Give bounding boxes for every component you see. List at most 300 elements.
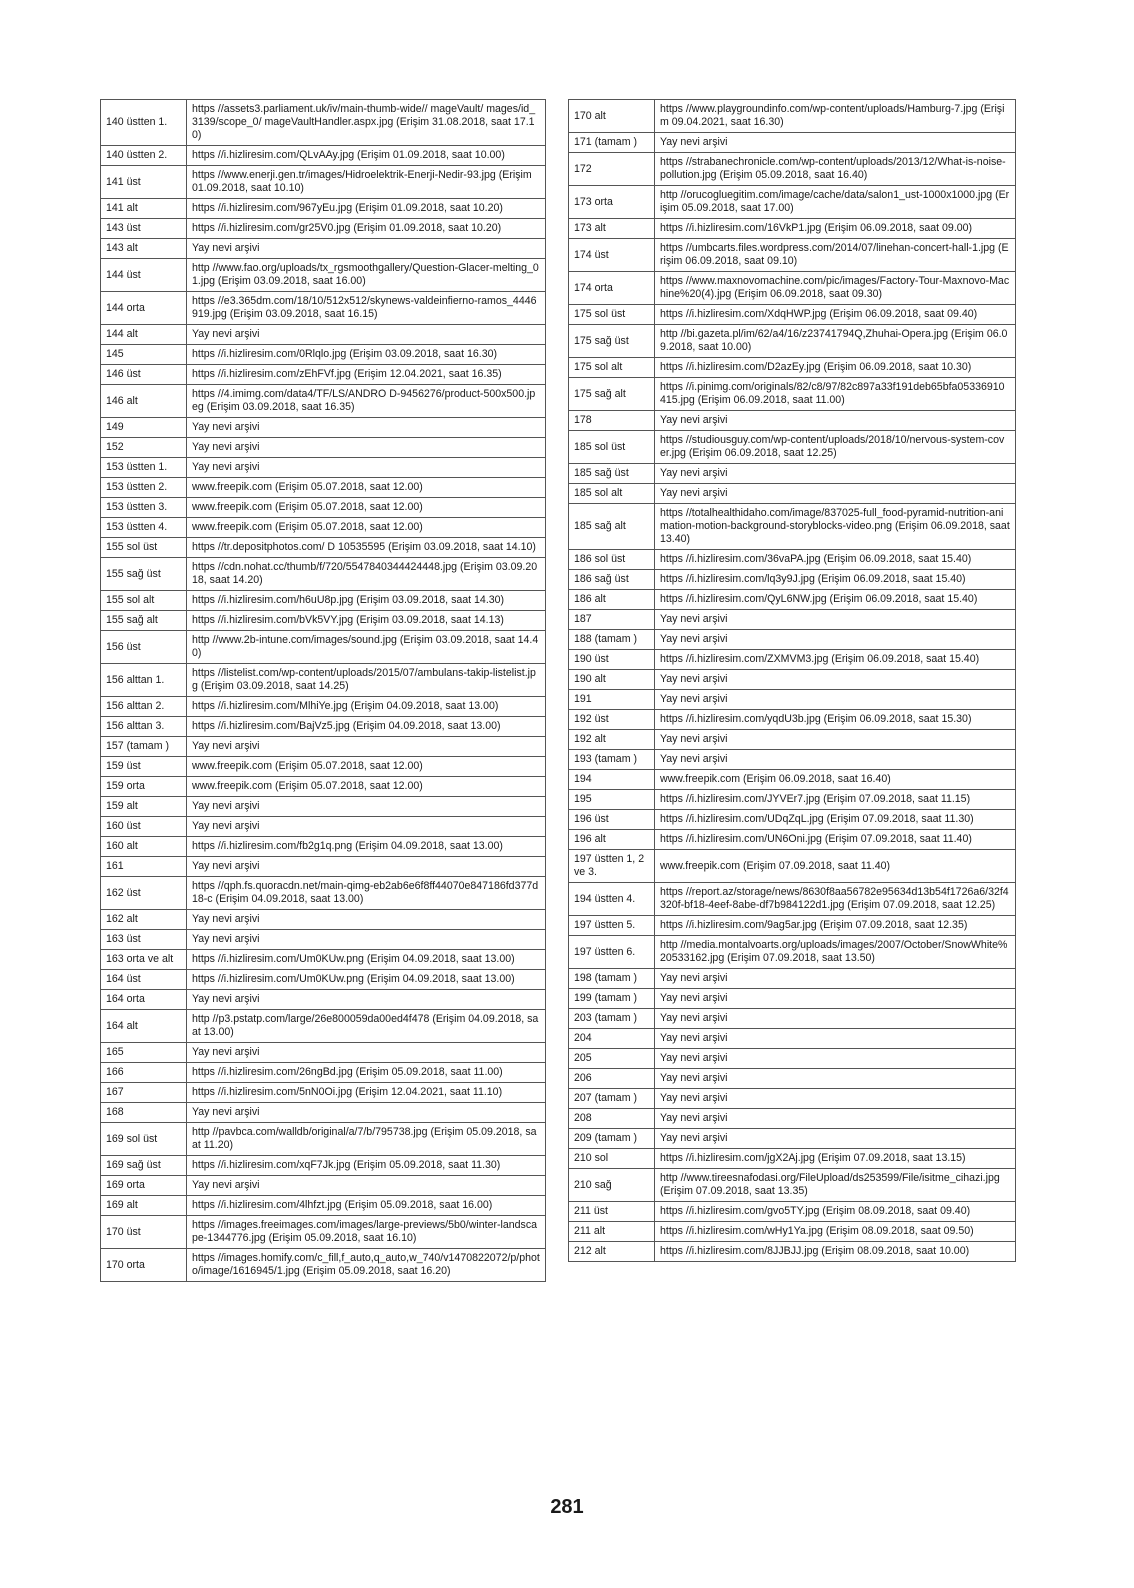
- page-location-cell: 178: [569, 411, 655, 431]
- page-location-cell: 190 alt: [569, 670, 655, 690]
- page-location-cell: 165: [101, 1043, 187, 1063]
- source-reference-cell: www.freepik.com (Erişim 06.09.2018, saat 16.40): [655, 770, 1016, 790]
- table-row: [569, 186, 1016, 219]
- source-reference-cell: Yay nevi arşivi: [655, 411, 1016, 431]
- source-reference-cell: Yay nevi arşivi: [187, 1176, 546, 1196]
- table-row: [569, 378, 1016, 411]
- source-table-left: [100, 99, 546, 1282]
- source-reference-cell: https //umbcarts.files.wordpress.com/2014/07/linehan-concert-hall-1.jpg (Erişim 06.09.2018, saat 09.10): [655, 239, 1016, 272]
- source-reference-cell: https //i.hizliresim.com/QLvAAy.jpg (Erişim 01.09.2018, saat 10.00): [187, 146, 546, 166]
- page-location-cell: 173 alt: [569, 219, 655, 239]
- page-location-cell: 162 üst: [101, 877, 187, 910]
- page-location-cell: 164 üst: [101, 970, 187, 990]
- page-location-cell: 140 üstten 2.: [101, 146, 187, 166]
- page-location-cell: 172: [569, 153, 655, 186]
- table-row: [101, 990, 546, 1010]
- source-reference-cell: Yay nevi arşivi: [655, 133, 1016, 153]
- table-row: [101, 385, 546, 418]
- table-row: [101, 538, 546, 558]
- table-row: [101, 518, 546, 538]
- source-reference-cell: https //www.maxnovomachine.com/pic/images/Factory-Tour-Maxnovo-Machine%20(4).jpg (Erişim 06.09.2018, saat 09.30): [655, 272, 1016, 305]
- table-row: [569, 630, 1016, 650]
- table-row: [569, 305, 1016, 325]
- table-row: [101, 1123, 546, 1156]
- page-location-cell: 159 orta: [101, 777, 187, 797]
- page-location-cell: 170 alt: [569, 100, 655, 133]
- table-row: [101, 611, 546, 631]
- page-location-cell: 173 orta: [569, 186, 655, 219]
- page-location-cell: 211 üst: [569, 1202, 655, 1222]
- page-location-cell: 188 (tamam ): [569, 630, 655, 650]
- source-reference-cell: https //i.hizliresim.com/Um0KUw.png (Erişim 04.09.2018, saat 13.00): [187, 970, 546, 990]
- page-location-cell: 194 üstten 4.: [569, 883, 655, 916]
- table-row: [101, 910, 546, 930]
- source-reference-cell: Yay nevi arşivi: [187, 910, 546, 930]
- source-reference-cell: Yay nevi arşivi: [187, 325, 546, 345]
- table-row: [101, 558, 546, 591]
- source-reference-cell: Yay nevi arşivi: [187, 239, 546, 259]
- page-location-cell: 191: [569, 690, 655, 710]
- page-location-cell: 205: [569, 1049, 655, 1069]
- table-row: [101, 757, 546, 777]
- table-row: [101, 1010, 546, 1043]
- source-reference-cell: http //www.2b-intune.com/images/sound.jpg (Erişim 03.09.2018, saat 14.40): [187, 631, 546, 664]
- source-reference-cell: https //images.homify.com/c_fill,f_auto,q_auto,w_740/v1470822072/p/photo/image/1616945/1.jpg (Erişim 05.09.2018, saat 16.20): [187, 1249, 546, 1282]
- source-reference-cell: https //i.hizliresim.com/jgX2Aj.jpg (Erişim 07.09.2018, saat 13.15): [655, 1149, 1016, 1169]
- table-row: [101, 478, 546, 498]
- page-location-cell: 190 üst: [569, 650, 655, 670]
- source-reference-cell: Yay nevi arşivi: [655, 1029, 1016, 1049]
- table-row: [569, 690, 1016, 710]
- source-table-right-body: [569, 100, 1016, 1262]
- source-reference-cell: https //i.hizliresim.com/Um0KUw.png (Erişim 04.09.2018, saat 13.00): [187, 950, 546, 970]
- table-row: [101, 1083, 546, 1103]
- page-location-cell: 160 üst: [101, 817, 187, 837]
- table-row: [569, 1222, 1016, 1242]
- page-location-cell: 186 sağ üst: [569, 570, 655, 590]
- source-reference-cell: https //i.hizliresim.com/16VkP1.jpg (Erişim 06.09.2018, saat 09.00): [655, 219, 1016, 239]
- page-location-cell: 192 üst: [569, 710, 655, 730]
- page-location-cell: 175 sağ üst: [569, 325, 655, 358]
- page-location-cell: 209 (tamam ): [569, 1129, 655, 1149]
- table-row: [569, 550, 1016, 570]
- table-row: [101, 1249, 546, 1282]
- table-row: [101, 498, 546, 518]
- table-row: [569, 1089, 1016, 1109]
- table-row: [569, 1109, 1016, 1129]
- table-row: [101, 1043, 546, 1063]
- source-reference-cell: Yay nevi arşivi: [187, 857, 546, 877]
- table-row: [101, 259, 546, 292]
- page-location-cell: 174 üst: [569, 239, 655, 272]
- page-location-cell: 185 sağ üst: [569, 464, 655, 484]
- page-location-cell: 152: [101, 438, 187, 458]
- source-table-right: [568, 99, 1016, 1262]
- table-row: [569, 750, 1016, 770]
- page-location-cell: 175 sağ alt: [569, 378, 655, 411]
- page-location-cell: 156 alttan 2.: [101, 697, 187, 717]
- page-location-cell: 196 üst: [569, 810, 655, 830]
- source-reference-cell: https //i.hizliresim.com/fb2g1q.png (Erişim 04.09.2018, saat 13.00): [187, 837, 546, 857]
- table-row: [101, 1156, 546, 1176]
- source-reference-cell: http //p3.pstatp.com/large/26e800059da00ed4f478 (Erişim 04.09.2018, saat 13.00): [187, 1010, 546, 1043]
- source-reference-cell: www.freepik.com (Erişim 05.07.2018, saat 12.00): [187, 757, 546, 777]
- source-reference-cell: http //bi.gazeta.pl/im/62/a4/16/z23741794Q,Zhuhai-Opera.jpg (Erişim 06.09.2018, saat 10.00): [655, 325, 1016, 358]
- table-row: [569, 153, 1016, 186]
- table-row: [101, 857, 546, 877]
- page-location-cell: 197 üstten 5.: [569, 916, 655, 936]
- source-reference-cell: Yay nevi arşivi: [655, 1089, 1016, 1109]
- page-location-cell: 197 üstten 1, 2 ve 3.: [569, 850, 655, 883]
- source-reference-cell: https //i.hizliresim.com/h6uU8p.jpg (Erişim 03.09.2018, saat 14.30): [187, 591, 546, 611]
- table-row: [101, 1103, 546, 1123]
- table-row: [101, 239, 546, 259]
- page-location-cell: 207 (tamam ): [569, 1089, 655, 1109]
- table-row: [101, 930, 546, 950]
- source-reference-cell: https //listelist.com/wp-content/uploads/2015/07/ambulans-takip-listelist.jpg (Erişim 03.09.2018, saat 14.25): [187, 664, 546, 697]
- source-reference-cell: Yay nevi arşivi: [187, 737, 546, 757]
- source-reference-cell: Yay nevi arşivi: [655, 610, 1016, 630]
- table-row: [101, 970, 546, 990]
- table-row: [101, 817, 546, 837]
- source-reference-cell: Yay nevi arşivi: [655, 1009, 1016, 1029]
- page-location-cell: 157 (tamam ): [101, 737, 187, 757]
- page-location-cell: 169 sağ üst: [101, 1156, 187, 1176]
- table-row: [569, 504, 1016, 550]
- page-location-cell: 193 (tamam ): [569, 750, 655, 770]
- page-location-cell: 155 sağ üst: [101, 558, 187, 591]
- table-row: [569, 1242, 1016, 1262]
- source-reference-cell: www.freepik.com (Erişim 07.09.2018, saat 11.40): [655, 850, 1016, 883]
- table-row: [101, 697, 546, 717]
- table-row: [569, 1202, 1016, 1222]
- source-reference-cell: https //i.hizliresim.com/BajVz5.jpg (Erişim 04.09.2018, saat 13.00): [187, 717, 546, 737]
- page-location-cell: 195: [569, 790, 655, 810]
- source-reference-cell: https //i.hizliresim.com/QyL6NW.jpg (Erişim 06.09.2018, saat 15.40): [655, 590, 1016, 610]
- table-row: [569, 1149, 1016, 1169]
- page-location-cell: 163 üst: [101, 930, 187, 950]
- page-location-cell: 199 (tamam ): [569, 989, 655, 1009]
- source-reference-cell: https //i.hizliresim.com/zEhFVf.jpg (Erişim 12.04.2021, saat 16.35): [187, 365, 546, 385]
- source-reference-cell: www.freepik.com (Erişim 05.07.2018, saat 12.00): [187, 777, 546, 797]
- page-location-cell: 170 orta: [101, 1249, 187, 1282]
- source-reference-cell: Yay nevi arşivi: [187, 1043, 546, 1063]
- page-location-cell: 175 sol üst: [569, 305, 655, 325]
- table-row: [101, 1216, 546, 1249]
- source-reference-cell: https //strabanechronicle.com/wp-content/uploads/2013/12/What-is-noise-pollution.jpg (Erişim 05.09.2018, saat 16.40): [655, 153, 1016, 186]
- page-location-cell: 155 sol üst: [101, 538, 187, 558]
- page-location-cell: 153 üstten 4.: [101, 518, 187, 538]
- source-reference-cell: https //i.hizliresim.com/36vaPA.jpg (Erişim 06.09.2018, saat 15.40): [655, 550, 1016, 570]
- source-reference-cell: https //qph.fs.quoracdn.net/main-qimg-eb2ab6e6f8ff44070e847186fd377d18-c (Erişim 04.09.2018, saat 13.00): [187, 877, 546, 910]
- table-row: [101, 1196, 546, 1216]
- source-reference-cell: Yay nevi arşivi: [655, 750, 1016, 770]
- page-location-cell: 164 alt: [101, 1010, 187, 1043]
- page-location-cell: 211 alt: [569, 1222, 655, 1242]
- table-row: [569, 1029, 1016, 1049]
- source-reference-cell: http //www.tireesnafodasi.org/FileUpload/ds253599/File/isitme_cihazi.jpg (Erişim 07.09.2018, saat 13.35): [655, 1169, 1016, 1202]
- page-number: 281: [550, 1496, 584, 1518]
- table-row: [569, 770, 1016, 790]
- source-reference-cell: Yay nevi arşivi: [187, 458, 546, 478]
- page-location-cell: 164 orta: [101, 990, 187, 1010]
- page-location-cell: 168: [101, 1103, 187, 1123]
- table-row: [101, 1176, 546, 1196]
- table-row: [569, 1169, 1016, 1202]
- table-row: [569, 850, 1016, 883]
- source-reference-cell: https //i.hizliresim.com/967yEu.jpg (Erişim 01.09.2018, saat 10.20): [187, 199, 546, 219]
- table-row: [101, 1063, 546, 1083]
- table-row: [569, 219, 1016, 239]
- page-location-cell: 169 alt: [101, 1196, 187, 1216]
- page-location-cell: 204: [569, 1029, 655, 1049]
- table-row: [101, 631, 546, 664]
- page-location-cell: 140 üstten 1.: [101, 100, 187, 146]
- table-row: [101, 877, 546, 910]
- source-reference-cell: https //i.hizliresim.com/UDqZqL.jpg (Erişim 07.09.2018, saat 11.30): [655, 810, 1016, 830]
- source-reference-cell: https //images.freeimages.com/images/large-previews/5b0/winter-landscape-1344776.jpg (Erişim 05.09.2018, saat 16.10): [187, 1216, 546, 1249]
- page-location-cell: 155 sol alt: [101, 591, 187, 611]
- source-reference-cell: Yay nevi arşivi: [655, 464, 1016, 484]
- page-location-cell: 210 sol: [569, 1149, 655, 1169]
- source-reference-cell: Yay nevi arşivi: [187, 817, 546, 837]
- page-location-cell: 156 alttan 3.: [101, 717, 187, 737]
- page-location-cell: 212 alt: [569, 1242, 655, 1262]
- source-reference-cell: Yay nevi arşivi: [655, 730, 1016, 750]
- page-location-cell: 146 alt: [101, 385, 187, 418]
- page-location-cell: 156 üst: [101, 631, 187, 664]
- source-reference-cell: https //i.hizliresim.com/gr25V0.jpg (Erişim 01.09.2018, saat 10.20): [187, 219, 546, 239]
- source-reference-cell: Yay nevi arşivi: [187, 438, 546, 458]
- page-location-cell: 153 üstten 1.: [101, 458, 187, 478]
- table-row: [569, 710, 1016, 730]
- page-location-cell: 163 orta ve alt: [101, 950, 187, 970]
- table-row: [101, 438, 546, 458]
- page-location-cell: 208: [569, 1109, 655, 1129]
- table-row: [569, 100, 1016, 133]
- page-location-cell: 175 sol alt: [569, 358, 655, 378]
- table-row: [569, 272, 1016, 305]
- page-location-cell: 141 alt: [101, 199, 187, 219]
- source-table-left-body: [101, 100, 546, 1282]
- source-reference-cell: www.freepik.com (Erişim 05.07.2018, saat 12.00): [187, 478, 546, 498]
- source-reference-cell: https //e3.365dm.com/18/10/512x512/skynews-valdeinfierno-ramos_4446919.jpg (Erişim 03.09.2018, saat 16.15): [187, 292, 546, 325]
- source-reference-cell: Yay nevi arşivi: [655, 484, 1016, 504]
- source-reference-cell: https //i.hizliresim.com/9ag5ar.jpg (Erişim 07.09.2018, saat 12.35): [655, 916, 1016, 936]
- table-row: [101, 797, 546, 817]
- source-reference-cell: Yay nevi arşivi: [187, 418, 546, 438]
- page-location-cell: 156 alttan 1.: [101, 664, 187, 697]
- table-row: [569, 325, 1016, 358]
- source-reference-cell: https //i.pinimg.com/originals/82/c8/97/82c897a33f191deb65bfa05336910415.jpg (Erişim 06.09.2018, saat 11.00): [655, 378, 1016, 411]
- page-location-cell: 186 alt: [569, 590, 655, 610]
- table-row: [569, 133, 1016, 153]
- source-reference-cell: https //4.imimg.com/data4/TF/LS/ANDRO D-9456276/product-500x500.jpeg (Erişim 03.09.2018, saat 16.35): [187, 385, 546, 418]
- source-reference-cell: Yay nevi arşivi: [655, 690, 1016, 710]
- table-row: [569, 730, 1016, 750]
- source-reference-cell: https //totalhealthidaho.com/image/837025-full_food-pyramid-nutrition-animation-motion-background-storyblocks-video.png (Erişim 06.09.2018, saat 13.40): [655, 504, 1016, 550]
- source-reference-cell: https //studiousguy.com/wp-content/uploads/2018/10/nervous-system-cover.jpg (Erişim 06.09.2018, saat 12.25): [655, 431, 1016, 464]
- table-row: [569, 790, 1016, 810]
- source-reference-cell: Yay nevi arşivi: [187, 990, 546, 1010]
- page-location-cell: 146 üst: [101, 365, 187, 385]
- source-reference-cell: https //assets3.parliament.uk/iv/main-thumb-wide// mageVault/ mages/id_3139/scope_0/ mageVaultHandler.aspx.jpg (Erişim 31.08.2018, saat 17.10): [187, 100, 546, 146]
- source-reference-cell: Yay nevi arşivi: [187, 1103, 546, 1123]
- source-reference-cell: https //i.hizliresim.com/26ngBd.jpg (Erişim 05.09.2018, saat 11.00): [187, 1063, 546, 1083]
- page-location-cell: 185 sol üst: [569, 431, 655, 464]
- page-location-cell: 159 üst: [101, 757, 187, 777]
- page-location-cell: 143 üst: [101, 219, 187, 239]
- page-location-cell: 153 üstten 2.: [101, 478, 187, 498]
- table-row: [569, 411, 1016, 431]
- source-reference-cell: https //i.hizliresim.com/0Rlqlo.jpg (Erişim 03.09.2018, saat 16.30): [187, 345, 546, 365]
- source-reference-cell: https //i.hizliresim.com/ZXMVM3.jpg (Erişim 06.09.2018, saat 15.40): [655, 650, 1016, 670]
- table-row: [101, 219, 546, 239]
- page-location-cell: 162 alt: [101, 910, 187, 930]
- source-reference-cell: http //www.fao.org/uploads/tx_rgsmoothgallery/Question-Glacer-melting_01.jpg (Erişim 03.09.2018, saat 16.00): [187, 259, 546, 292]
- page-location-cell: 196 alt: [569, 830, 655, 850]
- source-reference-cell: Yay nevi arşivi: [655, 1069, 1016, 1089]
- source-reference-cell: https //i.hizliresim.com/MlhiYe.jpg (Erişim 04.09.2018, saat 13.00): [187, 697, 546, 717]
- page-location-cell: 186 sol üst: [569, 550, 655, 570]
- table-row: [569, 1129, 1016, 1149]
- page-location-cell: 143 alt: [101, 239, 187, 259]
- table-row: [569, 650, 1016, 670]
- source-reference-cell: https //i.hizliresim.com/4lhfzt.jpg (Erişim 05.09.2018, saat 16.00): [187, 1196, 546, 1216]
- page-location-cell: 169 sol üst: [101, 1123, 187, 1156]
- page-location-cell: 210 sağ: [569, 1169, 655, 1202]
- source-reference-cell: https //i.hizliresim.com/5nN0Oi.jpg (Erişim 12.04.2021, saat 11.10): [187, 1083, 546, 1103]
- source-reference-cell: Yay nevi arşivi: [655, 969, 1016, 989]
- source-reference-cell: https //www.playgroundinfo.com/wp-content/uploads/Hamburg-7.jpg (Erişim 09.04.2021, saat 16.30): [655, 100, 1016, 133]
- table-row: [569, 239, 1016, 272]
- source-reference-cell: https //i.hizliresim.com/lq3y9J.jpg (Erişim 06.09.2018, saat 15.40): [655, 570, 1016, 590]
- source-reference-cell: https //tr.depositphotos.com/ D 10535595 (Erişim 03.09.2018, saat 14.10): [187, 538, 546, 558]
- table-row: [569, 610, 1016, 630]
- source-reference-cell: https //report.az/storage/news/8630f8aa56782e95634d13b54f1726a6/32f4320f-bf18-4eef-8abe-df7b984122d1.jpg (Erişim 07.09.2018, saat 12.25): [655, 883, 1016, 916]
- source-reference-cell: Yay nevi arşivi: [655, 630, 1016, 650]
- table-row: [101, 166, 546, 199]
- page-location-cell: 185 sağ alt: [569, 504, 655, 550]
- page-location-cell: 141 üst: [101, 166, 187, 199]
- table-row: [569, 883, 1016, 916]
- page-location-cell: 160 alt: [101, 837, 187, 857]
- page-location-cell: 144 üst: [101, 259, 187, 292]
- source-reference-cell: https //cdn.nohat.cc/thumb/f/720/5547840344424448.jpg (Erişim 03.09.2018, saat 14.20): [187, 558, 546, 591]
- source-reference-cell: Yay nevi arşivi: [655, 1109, 1016, 1129]
- table-row: [101, 365, 546, 385]
- page-location-cell: 153 üstten 3.: [101, 498, 187, 518]
- source-reference-cell: Yay nevi arşivi: [655, 989, 1016, 1009]
- page-location-cell: 144 orta: [101, 292, 187, 325]
- table-row: [569, 1009, 1016, 1029]
- table-row: [569, 969, 1016, 989]
- source-reference-cell: Yay nevi arşivi: [187, 797, 546, 817]
- page-location-cell: 192 alt: [569, 730, 655, 750]
- page-location-cell: 149: [101, 418, 187, 438]
- source-reference-cell: https //i.hizliresim.com/UN6Oni.jpg (Erişim 07.09.2018, saat 11.40): [655, 830, 1016, 850]
- table-row: [101, 345, 546, 365]
- table-row: [569, 916, 1016, 936]
- page-location-cell: 155 sağ alt: [101, 611, 187, 631]
- page-location-cell: 171 (tamam ): [569, 133, 655, 153]
- page-location-cell: 166: [101, 1063, 187, 1083]
- table-row: [569, 670, 1016, 690]
- page-location-cell: 185 sol alt: [569, 484, 655, 504]
- page-location-cell: 170 üst: [101, 1216, 187, 1249]
- source-reference-cell: Yay nevi arşivi: [655, 670, 1016, 690]
- table-row: [569, 1049, 1016, 1069]
- page-location-cell: 169 orta: [101, 1176, 187, 1196]
- source-reference-cell: Yay nevi arşivi: [655, 1049, 1016, 1069]
- page-location-cell: 197 üstten 6.: [569, 936, 655, 969]
- source-reference-cell: https //i.hizliresim.com/JYVEr7.jpg (Erişim 07.09.2018, saat 11.15): [655, 790, 1016, 810]
- source-reference-cell: https //i.hizliresim.com/bVk5VY.jpg (Erişim 03.09.2018, saat 14.13): [187, 611, 546, 631]
- table-row: [101, 777, 546, 797]
- table-row: [101, 737, 546, 757]
- source-reference-cell: https //i.hizliresim.com/xqF7Jk.jpg (Erişim 05.09.2018, saat 11.30): [187, 1156, 546, 1176]
- table-row: [101, 950, 546, 970]
- table-row: [569, 590, 1016, 610]
- page-location-cell: 194: [569, 770, 655, 790]
- source-reference-cell: https //i.hizliresim.com/8JJBJJ.jpg (Erişim 08.09.2018, saat 10.00): [655, 1242, 1016, 1262]
- source-reference-cell: https //i.hizliresim.com/XdqHWP.jpg (Erişim 06.09.2018, saat 09.40): [655, 305, 1016, 325]
- source-reference-cell: https //i.hizliresim.com/wHy1Ya.jpg (Erişim 08.09.2018, saat 09.50): [655, 1222, 1016, 1242]
- page-location-cell: 198 (tamam ): [569, 969, 655, 989]
- table-row: [101, 664, 546, 697]
- page-location-cell: 159 alt: [101, 797, 187, 817]
- table-row: [569, 464, 1016, 484]
- table-row: [101, 717, 546, 737]
- page-location-cell: 174 orta: [569, 272, 655, 305]
- table-row: [569, 358, 1016, 378]
- table-row: [569, 570, 1016, 590]
- page-location-cell: 144 alt: [101, 325, 187, 345]
- table-row: [101, 199, 546, 219]
- page-location-cell: 206: [569, 1069, 655, 1089]
- source-reference-cell: www.freepik.com (Erişim 05.07.2018, saat 12.00): [187, 518, 546, 538]
- source-reference-cell: http //pavbca.com/walldb/original/a/7/b/795738.jpg (Erişim 05.09.2018, saat 11.20): [187, 1123, 546, 1156]
- table-row: [569, 1069, 1016, 1089]
- source-reference-cell: https //www.enerji.gen.tr/images/Hidroelektrik-Enerji-Nedir-93.jpg (Erişim 01.09.2018, saat 10.10): [187, 166, 546, 199]
- table-row: [101, 146, 546, 166]
- table-row: [569, 810, 1016, 830]
- source-reference-cell: https //i.hizliresim.com/yqdU3b.jpg (Erişim 06.09.2018, saat 15.30): [655, 710, 1016, 730]
- table-row: [101, 292, 546, 325]
- table-row: [101, 100, 546, 146]
- table-row: [101, 837, 546, 857]
- source-reference-cell: www.freepik.com (Erişim 05.07.2018, saat 12.00): [187, 498, 546, 518]
- source-reference-cell: https //i.hizliresim.com/D2azEy.jpg (Erişim 06.09.2018, saat 10.30): [655, 358, 1016, 378]
- table-row: [569, 989, 1016, 1009]
- table-row: [101, 591, 546, 611]
- page-location-cell: 167: [101, 1083, 187, 1103]
- table-row: [569, 431, 1016, 464]
- source-reference-cell: http //media.montalvoarts.org/uploads/images/2007/October/SnowWhite%20533162.jpg (Erişim 07.09.2018, saat 13.50): [655, 936, 1016, 969]
- source-reference-cell: Yay nevi arşivi: [655, 1129, 1016, 1149]
- page-location-cell: 145: [101, 345, 187, 365]
- table-row: [569, 484, 1016, 504]
- table-row: [101, 458, 546, 478]
- source-reference-cell: http //orucogluegitim.com/image/cache/data/salon1_ust-1000x1000.jpg (Erişim 05.09.2018, saat 17.00): [655, 186, 1016, 219]
- table-row: [101, 325, 546, 345]
- page-location-cell: 187: [569, 610, 655, 630]
- table-row: [101, 418, 546, 438]
- source-reference-cell: Yay nevi arşivi: [187, 930, 546, 950]
- page-location-cell: 161: [101, 857, 187, 877]
- source-reference-cell: https //i.hizliresim.com/gvo5TY.jpg (Erişim 08.09.2018, saat 09.40): [655, 1202, 1016, 1222]
- table-row: [569, 830, 1016, 850]
